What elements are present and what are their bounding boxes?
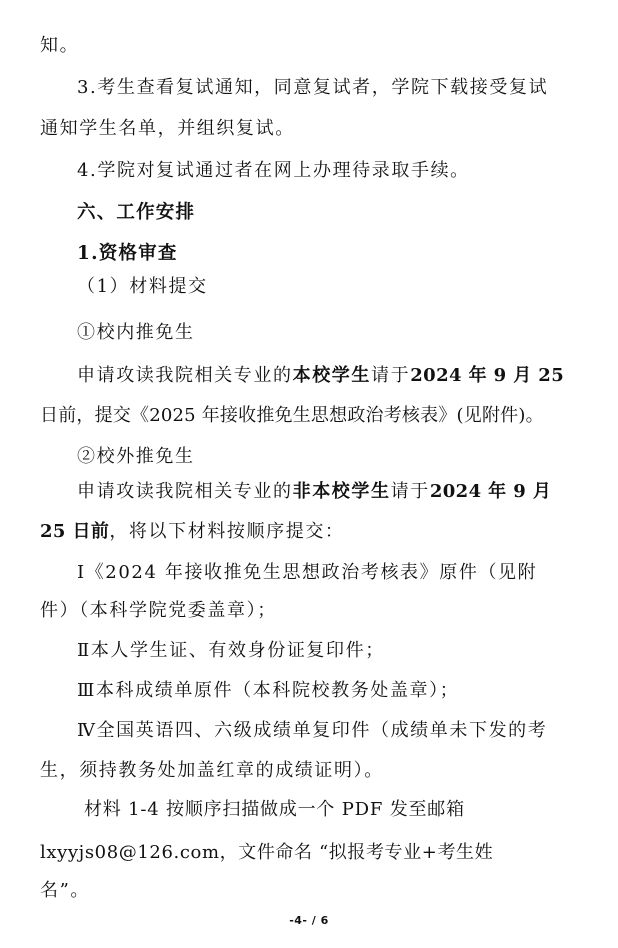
text-run: ，将以下材料按顺序提交： (109, 521, 345, 542)
item-subheading: ①校内推免生 (77, 322, 195, 343)
email-line: lxyyjs08@126.com，文件命名 “拟报考专业+考生姓 (40, 842, 494, 863)
section-heading: 六、工作安排 (77, 202, 196, 223)
list-item: Ⅱ本人学生证、有效身份证复印件； (77, 640, 385, 661)
subsection-heading: 1.资格审查 (77, 243, 178, 264)
body-text-line: 3.考生查看复试通知，同意复试者，学院下载接受复试 (77, 77, 549, 98)
item-subheading: ②校外推免生 (77, 446, 195, 467)
body-text-line: 生，须持教务处加盖红章的成绩证明）。 (40, 760, 384, 781)
emphasis-text: 非本校学生 (292, 481, 391, 502)
deadline-date: 2024 年 9 月 25 (410, 365, 565, 386)
text-run: 申请攻读我院相关专业的 (77, 481, 293, 502)
text-run: 请于 (371, 365, 411, 386)
list-item: Ⅲ本科成绩单原件（本科院校教务处盖章）； (77, 680, 460, 701)
body-text-line: 名”。 (40, 880, 91, 901)
body-text-line: 4.学院对复试通过者在网上办理待录取手续。 (77, 160, 470, 181)
body-text-line (77, 365, 564, 387)
item-heading: （1）材料提交 (77, 276, 208, 297)
body-text-line: 材料 1-4 按顺序扫描做成一个 PDF 发至邮箱 (84, 799, 465, 820)
deadline-date: 2024 年 9 月 (429, 481, 552, 502)
body-text-line: 知。 (40, 35, 80, 56)
emphasis-text: 本校学生 (292, 365, 372, 386)
text-run: 请于 (390, 481, 430, 502)
page-number: -4- / 6 (289, 914, 329, 927)
list-item: Ⅰ《2024 年接收推免生思想政治考核表》原件（见附 (77, 562, 538, 583)
list-item: Ⅳ全国英语四、六级成绩单复印件（成绩单未下发的考 (77, 720, 548, 741)
text-run: 申请攻读我院相关专业的 (77, 365, 293, 386)
body-text-line: 件）（本科学院党委盖章）； (40, 600, 277, 621)
body-text-line (77, 481, 551, 503)
body-text-line (40, 521, 345, 543)
body-text-line: 通知学生名单，并组织复试。 (40, 118, 295, 139)
deadline-date: 25 日前 (40, 521, 110, 542)
body-text-line: 日前，提交《2025 年接收推免生思想政治考核表》(见附件)。 (40, 405, 544, 426)
